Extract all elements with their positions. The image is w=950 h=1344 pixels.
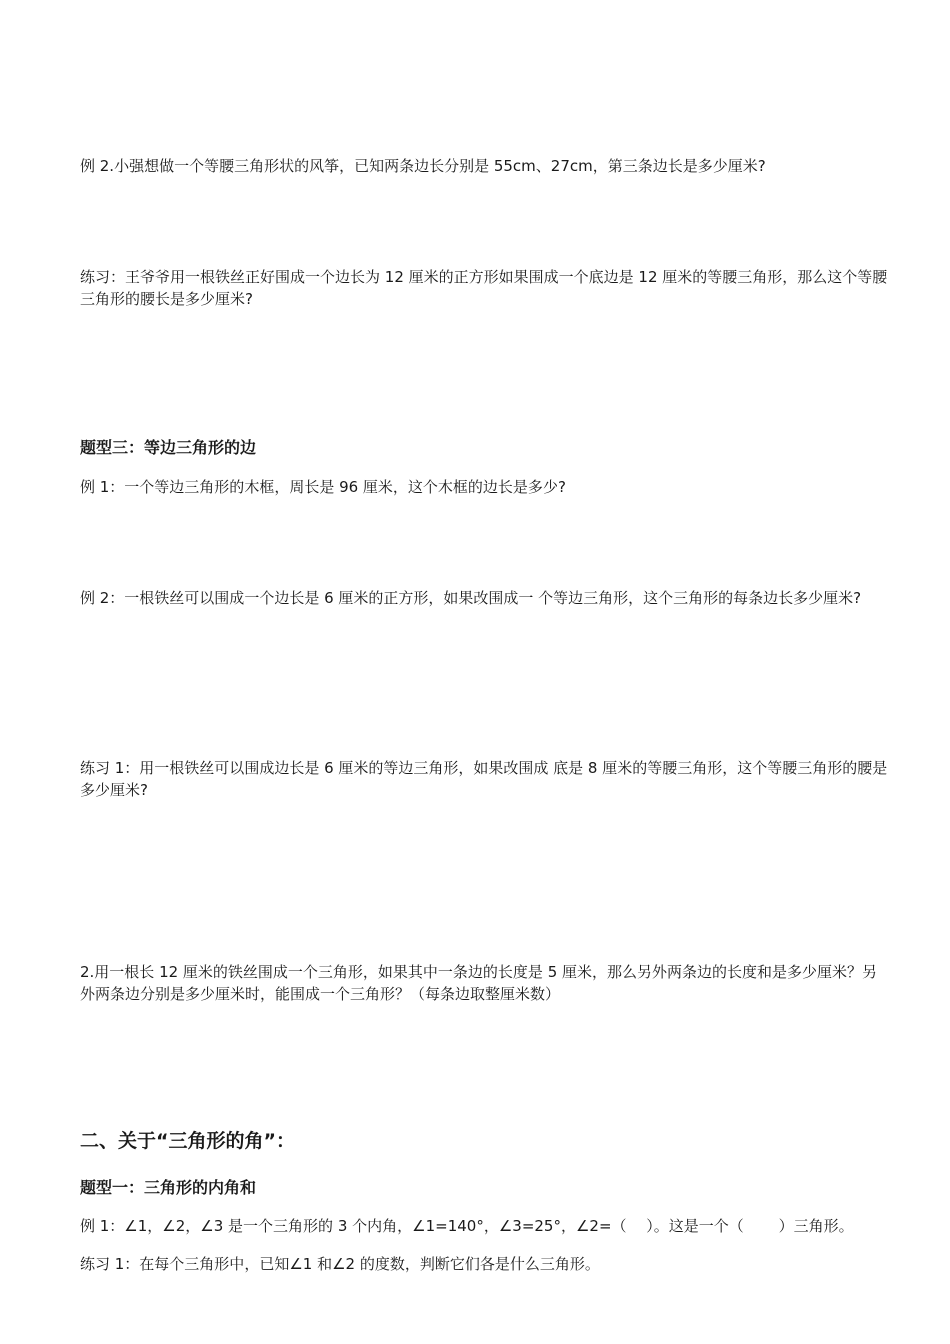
angle-type1-heading: 题型一：三角形的内角和 bbox=[80, 1178, 257, 1197]
type3-example-1: 例 1：一个等边三角形的木框，周长是 96 厘米，这个木框的边长是多少? bbox=[80, 478, 566, 496]
angle-practice-1: 练习 1：在每个三角形中，已知∠1 和∠2 的度数，判断它们各是什么三角形。 bbox=[80, 1255, 600, 1273]
angle-example-1: 例 1：∠1，∠2，∠3 是一个三角形的 3 个内角，∠1=140°，∠3=25°，∠2=（ ）。这是一个（ ）三角形。 bbox=[80, 1217, 854, 1235]
section-2-heading: 二、关于“三角形的角”： bbox=[80, 1130, 295, 1152]
type3-heading: 题型三：等边三角形的边 bbox=[80, 438, 257, 457]
type3-example-2: 例 2：一根铁丝可以围成一个边长是 6 厘米的正方形，如果改围成一 个等边三角形，这个三角形的每条边长多少厘米? bbox=[80, 589, 862, 607]
type3-practice-2: 2.用一根长 12 厘米的铁丝围成一个三角形，如果其中一条边的长度是 5 厘米，那么另外两条边的长度和是多少厘米？另外两条边分别是多少厘米时，能围成一个三角形？（每条边取整厘米数） bbox=[80, 963, 878, 1003]
example-2-kite: 例 2.小强想做一个等腰三角形状的风筝，已知两条边长分别是 55cm、27cm，第三条边长是多少厘米? bbox=[80, 157, 766, 175]
practice-wire-square: 练习：王爷爷用一根铁丝正好围成一个边长为 12 厘米的正方形如果围成一个底边是 12 厘米的等腰三角形，那么这个等腰三角形的腰长是多少厘米? bbox=[80, 268, 888, 308]
type3-practice-1: 练习 1：用一根铁丝可以围成边长是 6 厘米的等边三角形，如果改围成 底是 8 厘米的等腰三角形，这个等腰三角形的腰是多少厘米? bbox=[80, 759, 888, 799]
